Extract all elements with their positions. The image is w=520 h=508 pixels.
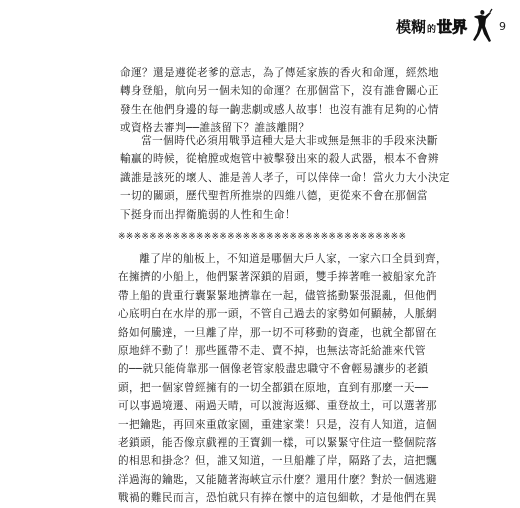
text-line: 離了岸的舢板上，不知道是哪個大戶人家，一家六口全員到齊，	[139, 253, 448, 265]
text-line: 的──就只能倚靠那一個像老管家般盡忠職守不會輕易讓步的老鎖	[118, 363, 429, 376]
text-line: 頭，把一個家曾經擁有的一切全都鎖在原地，直到有那麼一天──	[118, 381, 429, 394]
text-line: 洋過海的鑰匙，又能隨著海峽宣示什麼？還用什麼？對於一個逃避	[118, 473, 437, 486]
text-line: 命運？還是遵從老爹的意志，為了傳延家族的香火和命運，經然地	[120, 67, 439, 79]
swordsman-figure-icon	[471, 8, 493, 44]
text-line: 或資格去審判──誰該留下？誰該離開？	[120, 122, 310, 135]
text-line: 可以事過境遷、兩過天晴，可以渡海返鄉、重登故土，可以選著那	[118, 400, 437, 413]
text-line: 轉身登船，航向另一個未知的命運？在那個當下，沒有誰會關心正	[120, 85, 439, 98]
text-line: 心底明白在水岸的那一頭，不管自己過去的家勢如何顯赫，人脈網	[118, 308, 437, 321]
text-line: 絡如何騰達，一旦離了岸，那一切不可移動的資產，也就全都留在	[118, 326, 437, 339]
text-line: 在擁擠的小船上，他們緊著深鎖的眉頭，雙手捧著唯一被船家允許	[118, 271, 437, 284]
text-line: 輸贏的時候，從槍膛或炮管中被擊發出來的殺人武器，根本不會辨	[120, 153, 439, 166]
text-line: 一把鑰匙，再回來重啟家園，重建家業！只是，沒有人知道，這個	[118, 418, 437, 431]
paragraph-2	[120, 132, 450, 224]
text-line: 下挺身而出捍衛脆弱的人性和生命！	[120, 208, 296, 221]
text-line: 一切的關頭，歷代聖哲所推崇的四維八德，更從來不會在那個當	[120, 190, 428, 203]
paragraph-3	[118, 250, 448, 508]
paragraph-1	[120, 64, 439, 138]
page-number: 9	[499, 19, 506, 33]
text-line: 的相思和掛念？但，誰又知道，一旦船離了岸，隔路了去，這把飄	[118, 455, 437, 468]
text-line: 原地絆不動了！那些匯帶不走、賣不掉，也無法寄託給誰來代管	[118, 345, 426, 358]
section-separator: ※※※※※※※※※※※※※※※※※※※※※※※※※※※※※※※※※※※※※	[118, 232, 407, 242]
text-line: 老鎖頭，能否像京戲裡的王寶釧一樣，可以緊緊守住這一整個院落	[118, 437, 437, 450]
running-header	[396, 6, 506, 46]
text-line: 當一個時代必須用戰爭這種大是大非或無是無非的手段來決斷	[141, 135, 439, 147]
text-line: 帶上船的貴重行囊緊緊地擠靠在一起，儘管搖動緊張混亂，但他們	[118, 289, 437, 302]
text-line: 戰禍的難民而言，恐怕就只有捧在懷中的這包細軟，才是他們在異	[118, 492, 437, 505]
text-line: 發生在他們身邊的每一齣悲劇或感人故事！也沒有誰有足夠的心情	[120, 103, 439, 116]
title-part-2: 的	[426, 24, 436, 35]
title-part-1: 模糊	[395, 17, 426, 36]
text-line: 識誰是該死的壞人、誰是善人孝子，可以倖倖一命！當火力大小決定	[120, 171, 450, 184]
book-title	[396, 16, 467, 37]
title-part-3: 世界	[436, 17, 467, 36]
